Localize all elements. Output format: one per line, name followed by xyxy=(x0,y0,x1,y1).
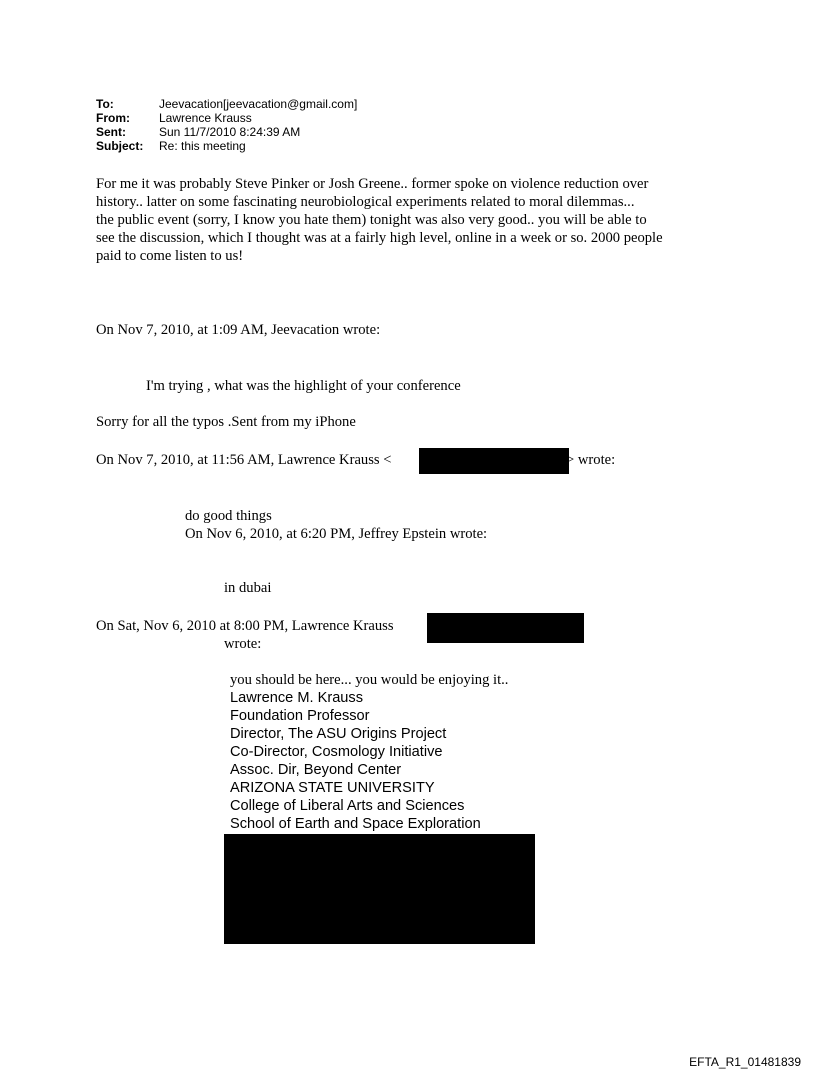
quote-text-2: do good things xyxy=(185,508,272,524)
redaction-block xyxy=(224,834,535,944)
quote-header-1: On Nov 7, 2010, at 1:09 AM, Jeevacation wrote: xyxy=(96,322,381,338)
sent-value: Sun 11/7/2010 8:24:39 AM xyxy=(159,125,301,139)
body-line: history.. latter on some fascinating neurobiological experiments related to moral dilemmas... xyxy=(96,194,635,210)
signature-line: School of Earth and Space Exploration xyxy=(230,816,481,832)
quote-header-2-suffix: > wrote: xyxy=(566,452,616,468)
body-line: the public event (sorry, I know you hate them) tonight was also very good.. you will be able to xyxy=(96,212,647,228)
signature-line: Assoc. Dir, Beyond Center xyxy=(230,762,402,778)
quote-text-4: you should be here... you would be enjoying it.. xyxy=(230,672,509,688)
subject-value: Re: this meeting xyxy=(159,139,246,153)
from-label: From: xyxy=(96,111,130,125)
sent-label: Sent: xyxy=(96,125,126,139)
body-line: see the discussion, which I thought was at a fairly high level, online in a week or so. 2000 people xyxy=(96,230,663,246)
redaction-block xyxy=(419,448,569,474)
to-label: To: xyxy=(96,97,114,111)
quote-text-1: I'm trying , what was the highlight of your conference xyxy=(146,378,461,394)
quote-header-4-suffix: wrote: xyxy=(224,636,262,652)
signature-line: Co-Director, Cosmology Initiative xyxy=(230,744,443,760)
header-sent xyxy=(96,125,300,139)
from-value: Lawrence Krauss xyxy=(159,111,252,125)
document-id: EFTA_R1_01481839 xyxy=(689,1055,801,1069)
header-to xyxy=(96,97,357,111)
quote-header-4-prefix: On Sat, Nov 6, 2010 at 8:00 PM, Lawrence Krauss xyxy=(96,618,394,634)
signature-line: Director, The ASU Origins Project xyxy=(230,726,447,742)
redaction-block xyxy=(427,613,584,643)
body-line: paid to come listen to us! xyxy=(96,248,244,264)
subject-label: Subject: xyxy=(96,139,144,153)
signature-line: Foundation Professor xyxy=(230,708,370,724)
header-subject xyxy=(96,139,246,153)
signature-line: College of Liberal Arts and Sciences xyxy=(230,798,465,814)
signature-line: ARIZONA STATE UNIVERSITY xyxy=(230,780,435,796)
body-line: For me it was probably Steve Pinker or Josh Greene.. former spoke on violence reduction over xyxy=(96,176,649,192)
quote-text-3: in dubai xyxy=(224,580,272,596)
to-value: Jeevacation[jeevacation@gmail.com] xyxy=(159,97,358,111)
quote-header-3: On Nov 6, 2010, at 6:20 PM, Jeffrey Epstein wrote: xyxy=(185,526,488,542)
quote-signature-1: Sorry for all the typos .Sent from my iPhone xyxy=(96,414,356,430)
signature-line: Lawrence M. Krauss xyxy=(230,690,364,706)
quote-header-2-prefix: On Nov 7, 2010, at 11:56 AM, Lawrence Krauss < xyxy=(96,452,392,468)
header-from xyxy=(96,111,252,125)
